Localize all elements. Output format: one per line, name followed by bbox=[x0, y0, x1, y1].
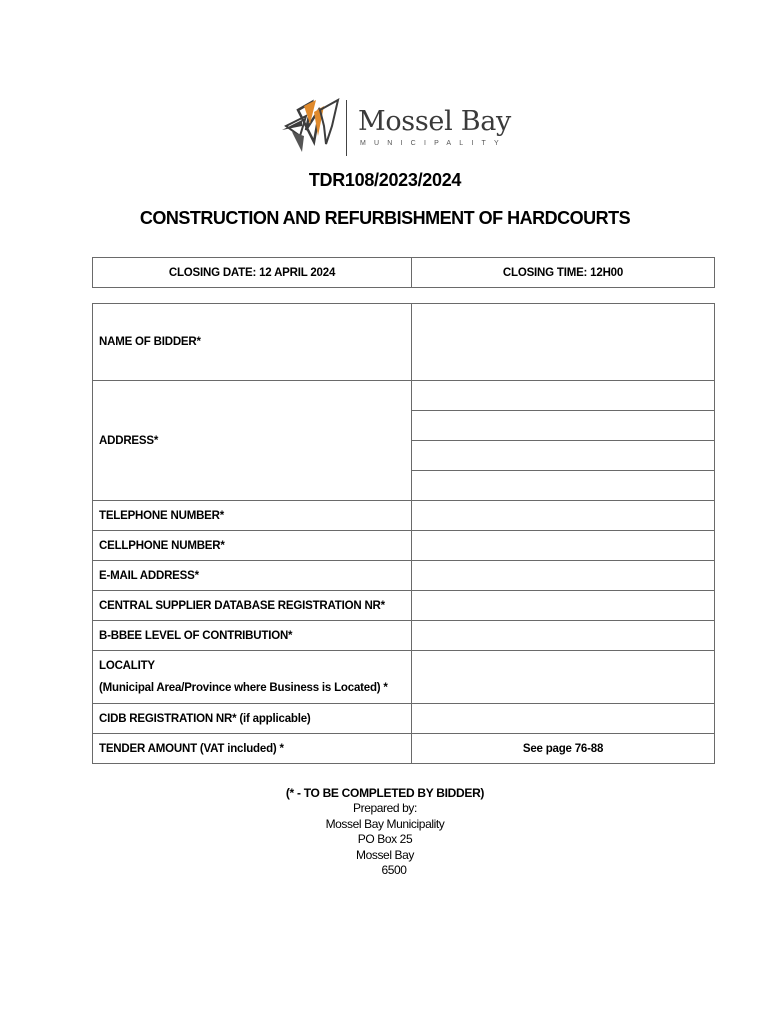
bbbee-field[interactable] bbox=[412, 621, 715, 651]
table-row bbox=[93, 651, 715, 704]
table-row bbox=[93, 381, 715, 411]
logo-brand-subtitle: MUNICIPALITY bbox=[360, 140, 507, 147]
locality-label bbox=[93, 651, 412, 704]
postal-code: 6500 bbox=[381, 863, 407, 877]
locality-heading: LOCALITY bbox=[99, 660, 155, 672]
table-row bbox=[93, 734, 715, 764]
table-row bbox=[93, 531, 715, 561]
tender-amount-value: See page 76-88 bbox=[412, 734, 715, 764]
locality-field[interactable] bbox=[412, 651, 715, 704]
logo-brand-name: Mossel Bay bbox=[358, 106, 512, 137]
cidb-label: CIDB REGISTRATION NR* (if applicable) bbox=[93, 704, 412, 734]
table-row bbox=[93, 561, 715, 591]
email-field[interactable] bbox=[412, 561, 715, 591]
prepared-by-block bbox=[0, 786, 770, 879]
csd-label: CENTRAL SUPPLIER DATABASE REGISTRATION NR* bbox=[93, 591, 412, 621]
name-of-bidder-label: NAME OF BIDDER* bbox=[93, 304, 412, 381]
address-line-1-field[interactable] bbox=[412, 381, 715, 411]
municipality-logo bbox=[280, 96, 512, 162]
prepared-by-label: Prepared by: bbox=[353, 801, 417, 815]
address-line-2-field[interactable] bbox=[412, 411, 715, 441]
prepared-by-org: Mossel Bay Municipality bbox=[325, 816, 445, 831]
locality-note: (Municipal Area/Province where Business is Located) * bbox=[99, 682, 388, 694]
address-label: ADDRESS* bbox=[93, 381, 412, 501]
bbbee-label: B-BBEE LEVEL OF CONTRIBUTION* bbox=[93, 621, 412, 651]
town: Mossel Bay bbox=[355, 847, 415, 862]
csd-field[interactable] bbox=[412, 591, 715, 621]
table-row bbox=[93, 621, 715, 651]
closing-info-table bbox=[92, 257, 715, 288]
cellphone-field[interactable] bbox=[412, 531, 715, 561]
address-line-4-field[interactable] bbox=[412, 471, 715, 501]
name-of-bidder-field[interactable] bbox=[412, 304, 715, 381]
table-row bbox=[93, 501, 715, 531]
closing-date: CLOSING DATE: 12 APRIL 2024 bbox=[93, 258, 412, 288]
po-box: PO Box 25 bbox=[357, 832, 413, 846]
tender-number: TDR108/2023/2024 bbox=[308, 170, 462, 190]
tender-amount-label: TENDER AMOUNT (VAT included) * bbox=[93, 734, 412, 764]
telephone-label: TELEPHONE NUMBER* bbox=[93, 501, 412, 531]
logo-divider bbox=[346, 100, 347, 156]
table-row bbox=[93, 304, 715, 381]
completion-note: (* - TO BE COMPLETED BY BIDDER) bbox=[285, 786, 485, 800]
tender-title: CONSTRUCTION AND REFURBISHMENT OF HARDCOURTS bbox=[139, 208, 631, 228]
closing-time: CLOSING TIME: 12H00 bbox=[412, 258, 715, 288]
logo-emblem-icon bbox=[280, 96, 342, 158]
closing-row bbox=[93, 258, 715, 288]
cellphone-label: CELLPHONE NUMBER* bbox=[93, 531, 412, 561]
telephone-field[interactable] bbox=[412, 501, 715, 531]
bidder-details-table bbox=[92, 303, 715, 764]
table-row bbox=[93, 704, 715, 734]
table-row bbox=[93, 591, 715, 621]
cidb-field[interactable] bbox=[412, 704, 715, 734]
address-line-3-field[interactable] bbox=[412, 441, 715, 471]
email-label: E-MAIL ADDRESS* bbox=[93, 561, 412, 591]
